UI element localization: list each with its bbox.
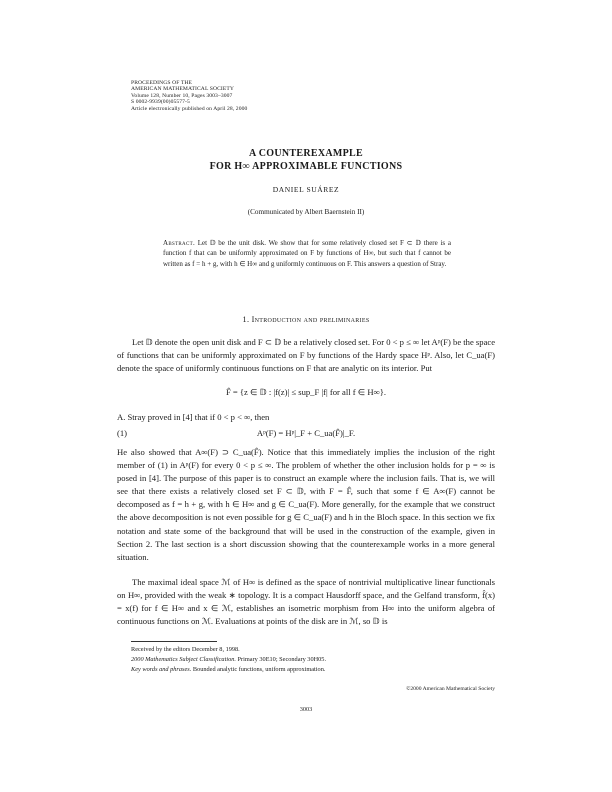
paper-title-line2: FOR H∞ APPROXIMABLE FUNCTIONS: [209, 161, 403, 172]
paragraph-4-text: The maximal ideal space ℳ of H∞ is defined as the space of nontrivial multiplicative linear functionals on H∞, provided with the weak ∗ topology. It is a compact Hausdorff space, and the Gelfand transform, f̂(x) = x(f) for f ∈ H∞ and x ∈ ℳ, establishes an isometric morphism from H∞ into the uniform algebra of continuous functions on ℳ. Evaluations at points of the disk are in ℳ, so 𝔻 is: [117, 577, 495, 627]
journal-name-line1: PROCEEDINGS OF THE: [131, 80, 193, 86]
keywords-text: Bounded analytic functions, uniform approximation.: [192, 666, 326, 673]
footnote-msc: [131, 655, 495, 664]
journal-issn: S 0002-9939(00)05577-5: [131, 99, 190, 106]
paragraph-3-text: He also showed that A∞(F) ⊃ C_ua(F̂). Notice that this immediately implies the inclusion of the right member of (1) in Aᵖ(F) for every 0 < p ≤ ∞. The problem of whether the other inclusion holds for p = ∞ is posed in [4]. The purpose of this paper is to construct an example where the inclusion fails. That is, we will see that there exists a relatively closed set F ⊂ 𝔻, with F = F̂, such that some f ∈ A∞(F) cannot be decomposed as f = h + g, with h ∈ H∞ and g ∈ C_ua(F). More generally, for the example that we construct the above decomposition is not even possible for g ∈ C_ua(F) and h in the Bloch space. In this section we fix notation and state some of the background that will be used in the construction of the example, given in Section 2. The last section is a short discussion showing that the counterexample works in a more general situation.: [117, 447, 495, 562]
abstract: [163, 238, 451, 269]
paragraph-1-text: Let 𝔻 denote the open unit disk and F ⊂ 𝔻 be a relatively closed set. For 0 < p ≤ ∞ let Aᵖ(F) be the space of functions that can be uniformly approximated on F by functions of the Hardy space Hᵖ. Also, let C_ua(F) denote the space of uniformly continuous functions on F that are analytic on its interior. Put: [117, 337, 496, 374]
paragraph-2: [117, 411, 495, 424]
paragraph-4: [117, 576, 495, 628]
copyright-notice: ©2000 American Mathematical Society: [406, 686, 495, 692]
equation-1: [117, 428, 495, 438]
journal-header: [131, 80, 247, 112]
paper-author: DANIEL SUÁREZ: [272, 185, 340, 194]
equation-number: (1): [117, 428, 128, 438]
abstract-text: Let 𝔻 be the unit disk. We show that for some relatively closed set F ⊂ 𝔻 there is a function f that can be uniformly approximated on F by functions of H∞, but such that f cannot be written as f = h + g, with h ∈ H∞ and g uniformly continuous on F. This answers a question of Stray.: [163, 239, 451, 268]
equation-1-text: Aᵖ(F) = Hᵖ|_F + C_ua(F̂)|_F.: [256, 428, 356, 438]
paragraph-3: [117, 446, 495, 564]
journal-published: Article electronically published on April 28, 2000: [131, 105, 248, 112]
footnote-keywords: [131, 665, 495, 674]
footnote-rule: [131, 641, 217, 642]
journal-name-line2: AMERICAN MATHEMATICAL SOCIETY: [131, 86, 235, 93]
section-heading: 1. Introduction and preliminaries: [242, 315, 370, 324]
footnote-received: Received by the editors December 8, 1998.: [131, 646, 240, 653]
page-number: 3003: [299, 706, 313, 713]
abstract-label: Abstract.: [163, 239, 196, 247]
msc-text: Primary 30E10; Secondary 30H05.: [237, 656, 327, 663]
paragraph-1: [117, 336, 495, 375]
paper-title-line1: A COUNTEREXAMPLE: [249, 148, 363, 159]
keywords-label: Key words and phrases.: [131, 666, 192, 673]
paragraph-2-text: A. Stray proved in [4] that if 0 < p < ∞, then: [117, 412, 270, 422]
msc-label: 2000 Mathematics Subject Classification.: [131, 656, 236, 663]
journal-volume: Volume 128, Number 10, Pages 3003–3007: [131, 92, 233, 99]
communicated-by: (Communicated by Albert Baernstein II): [247, 208, 365, 216]
equation-fhat: F̂ = {z ∈ 𝔻 : |f(z)| ≤ sup_F |f| for all f ∈ H∞}.: [226, 387, 386, 397]
